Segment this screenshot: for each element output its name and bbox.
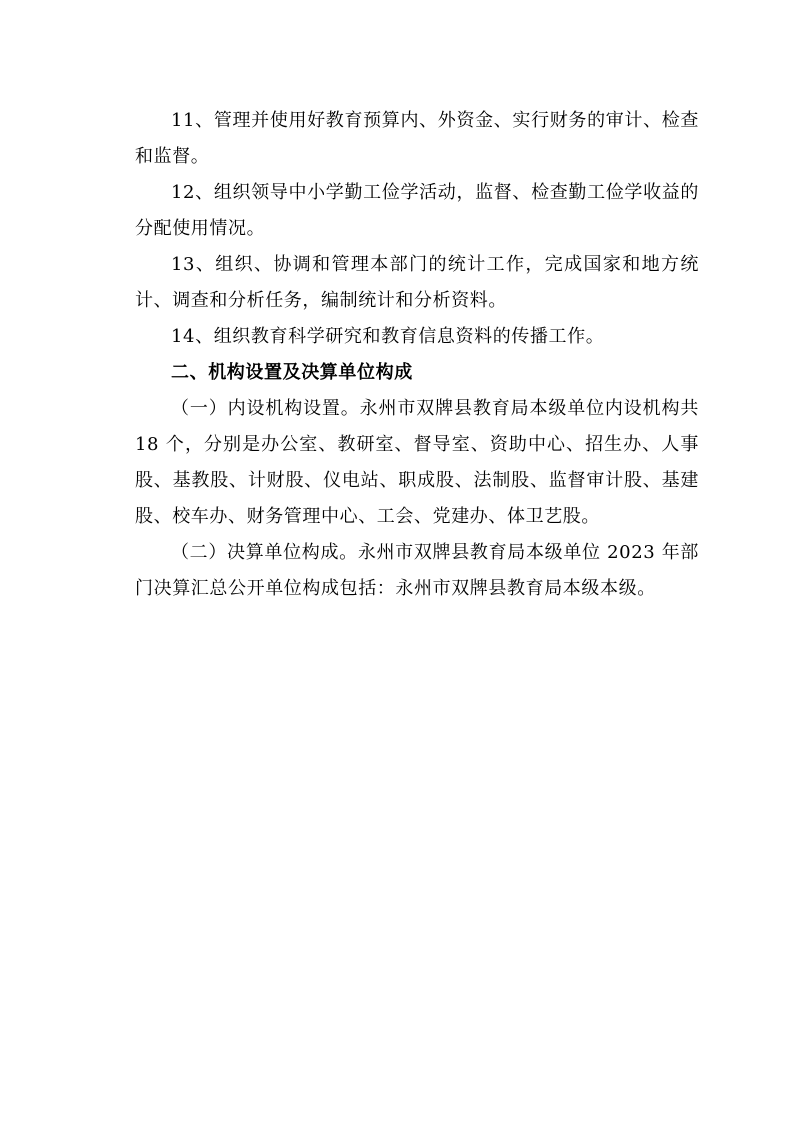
document-body — [135, 103, 699, 607]
duty-item-14: 14、组织教育科学研究和教育信息资料的传播工作。 — [171, 326, 605, 347]
internal-structure-paragraph: （一）内设机构设置。永州市双牌县教育局本级单位内设机构共 18 个，分别是办公室、教研室、督导室、资助中心、招生办、人事股、基教股、计财股、仪电站、职成股、法制股、监督审计股、基建股、校车办、财务管理中心、工会、党建办、体卫艺股。 — [135, 398, 699, 527]
final-accounts-units-paragraph: （二）决算单位构成。永州市双牌县教育局本级单位 2023 年部门决算汇总公开单位构成包括：永州市双牌县教育局本级本级。 — [135, 542, 699, 599]
duty-item-13: 13、组织、协调和管理本部门的统计工作，完成国家和地方统计、调查和分析任务，编制统计和分析资料。 — [135, 254, 699, 311]
duty-item-11: 11、管理并使用好教育预算内、外资金、实行财务的审计、检查和监督。 — [135, 110, 699, 167]
section-heading: 二、机构设置及决算单位构成 — [171, 362, 413, 383]
duty-item-12: 12、组织领导中小学勤工俭学活动，监督、检查勤工俭学收益的分配使用情况。 — [135, 182, 699, 239]
